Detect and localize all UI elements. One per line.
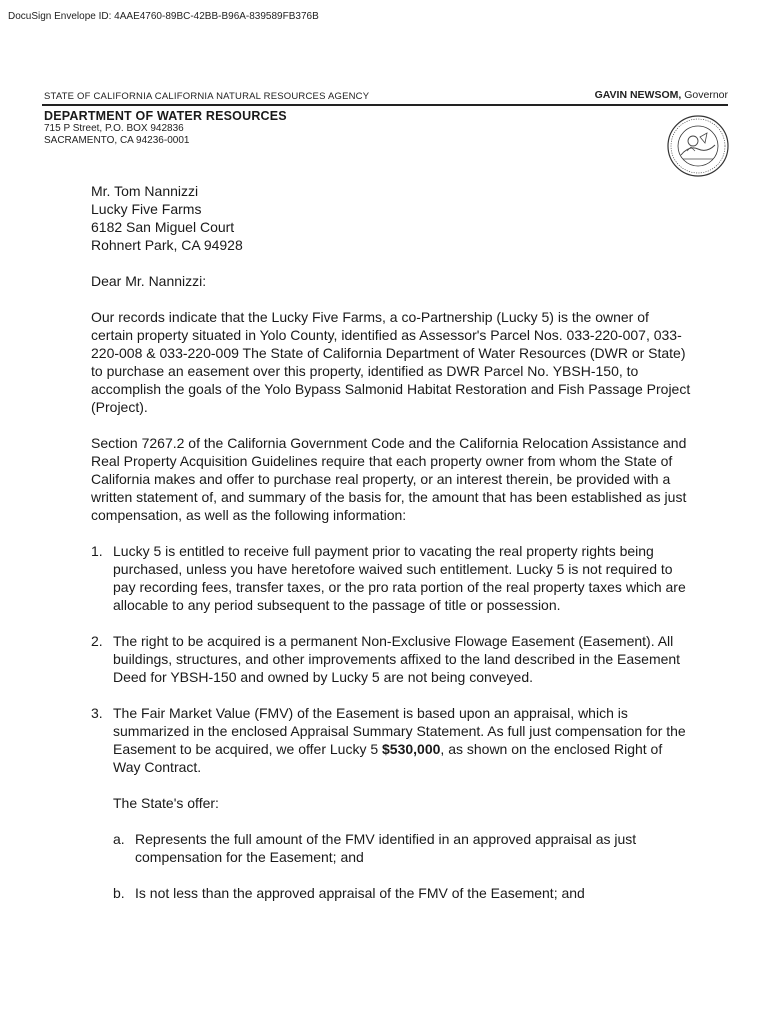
list-item-text-after: , as shown on the enclosed Right of Way Contract. [113, 741, 663, 775]
list-item-number: 1. [91, 543, 103, 559]
sub-item-letter: b. [113, 885, 125, 901]
agency-line: STATE OF CALIFORNIA CALIFORNIA NATURAL RESOURCES AGENCY [44, 91, 370, 102]
department-address-line2: SACRAMENTO, CA 94236-0001 [44, 135, 190, 146]
list-item-text: Lucky 5 is entitled to receive full payment prior to vacating the real property rights being purchased, unless you have heretofore waived such entitlement. Lucky 5 is not required to pay recording fees, transfer taxes, or the pro rata portion of the real property taxes which are allocable to any period subsequent to the passage of title or possession. [113, 543, 686, 613]
paragraph-statute: Section 7267.2 of the California Government Code and the California Relocation Assistance and Real Property Acquisition Guidelines require that each property owner from whom the State of California makes and offer to purchase real property, or an interest therein, be provided with a written statement of, and summary of the basis for, the amount that has been established as just compensation, as well as the following information: [91, 435, 687, 523]
sub-list-item [113, 884, 691, 902]
numbered-list [91, 542, 691, 902]
sub-item-text: Is not less than the approved appraisal of the FMV of the Easement; and [135, 885, 585, 901]
sub-list-item [113, 830, 691, 866]
recipient-city: Rohnert Park, CA 94928 [91, 237, 243, 253]
list-item-number: 2. [91, 633, 103, 649]
sub-item-text: Represents the full amount of the FMV identified in an approved appraisal as just compensation for the Easement; and [135, 831, 637, 865]
department-name: DEPARTMENT OF WATER RESOURCES [44, 109, 287, 123]
recipient-street: 6182 San Miguel Court [91, 219, 235, 235]
sub-item-letter: a. [113, 831, 125, 847]
salutation: Dear Mr. Nannizzi: [91, 273, 207, 289]
sub-list [113, 830, 691, 902]
letterhead-rule [42, 104, 728, 106]
list-item [91, 632, 691, 686]
list-item [91, 542, 691, 614]
docusign-envelope-id: DocuSign Envelope ID: 4AAE4760-89BC-42BB-B96A-839589FB376B [8, 11, 319, 22]
governor-name: GAVIN NEWSOM, [594, 89, 682, 101]
governor-line [595, 89, 728, 101]
recipient-name: Mr. Tom Nannizzi [91, 183, 199, 199]
department-address-line1: 715 P Street, P.O. BOX 942836 [44, 123, 184, 134]
recipient-address [91, 182, 691, 254]
letter-body [91, 182, 691, 920]
list-item-number: 3. [91, 705, 103, 721]
offer-heading: The State's offer: [113, 795, 219, 811]
recipient-company: Lucky Five Farms [91, 201, 202, 217]
list-item-text-before: The Fair Market Value (FMV) of the Easement is based upon an appraisal, which is summarized in the enclosed Appraisal Summary Statement. As full just compensation for the Easement to be acquired, we offer Lucky 5 [113, 705, 686, 757]
state-seal-icon [667, 115, 729, 177]
offer-amount: $530,000 [382, 741, 441, 757]
list-item [91, 704, 691, 902]
paragraph-ownership: Our records indicate that the Lucky Five Farms, a co-Partnership (Lucky 5) is the owner of certain property situated in Yolo County, identified as Assessor's Parcel Nos. 033-220-007, 033-220-008 & 033-220-009 The State of California Department of Water Resources (DWR or State) to purchase an easement over this property, identified as DWR Parcel No. YBSH-150, to accomplish the goals of the Yolo Bypass Salmonid Habitat Restoration and Fish Passage Project (Project). [91, 309, 691, 415]
department-block [44, 109, 287, 147]
list-item-text: The right to be acquired is a permanent Non-Exclusive Flowage Easement (Easement). All buildings, structures, and other improvements affixed to the land described in the Easement Deed for YBSH-150 and owned by Lucky 5 are not being conveyed. [113, 633, 681, 685]
governor-title: Governor [681, 89, 728, 101]
